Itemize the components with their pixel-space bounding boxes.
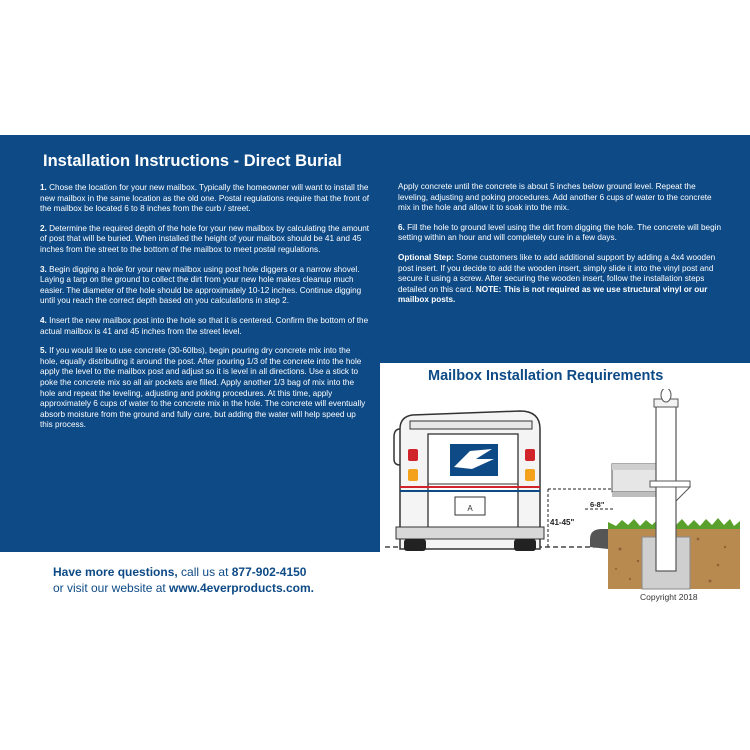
post-arm bbox=[650, 481, 690, 487]
mail-truck-icon bbox=[394, 411, 544, 551]
step-1: 1. Chose the location for your new mailbox. Typically the homeowner will want to install the new mailbox in the same location as the old one. Postal regulations require that the front of the mailbox be located 6 to 8 inches from the curb / street. bbox=[40, 183, 370, 214]
step-6: 6. Fill the hole to ground level using the dirt from digging the hole. The concrete will begin setting within an hour and will completely cure in a few days. bbox=[398, 222, 722, 243]
contact-line-1: Have more questions, call us at 877-902-4150 bbox=[53, 565, 307, 579]
website-link[interactable]: www.4everproducts.com. bbox=[169, 581, 314, 595]
step-2: 2. Determine the required depth of the hole for your new mailbox by calculating the amount of post that will be buried. When installed the height of your mailbox should be 41 and 45 inches from the street to the bottom of the mailbox to meet postal regulations. bbox=[40, 223, 370, 254]
mailbox-installation-diagram bbox=[380, 389, 740, 594]
curb-shape bbox=[590, 529, 608, 549]
tail-light-icon bbox=[408, 449, 418, 461]
offset-label: 6-8" bbox=[590, 500, 605, 509]
svg-text:A: A bbox=[467, 504, 473, 513]
steps-right-column bbox=[398, 182, 723, 315]
step-3: 3. Begin digging a hole for your new mailbox using post hole diggers or a narrow shovel. Laying a tarp on the ground to collect the dirt from your new hole makes cleanup much easier. The diameter of the hole should be approximately 10-12 inches. Continue digging until you reach the correct depth based on you calculations in step 2. bbox=[40, 264, 362, 306]
step-4: 4. Insert the new mailbox post into the hole so that it is centered. Confirm the bottom of the actual mailbox is 41 and 45 inches from the street level. bbox=[40, 315, 369, 336]
diagram-title: Mailbox Installation Requirements bbox=[428, 368, 664, 384]
step-5: 5. If you would like to use concrete (30-60lbs), begin pouring dry concrete mix into the hole, equally distributing it around the post. After pouring 1/3 of the concrete into the hole apply the level to the mailbox post and adjust so it is level in all directions. Use a stick to poke the concrete mix so all air pockets are filled. Apply another 1/3 bag of mix into the hole and repeat the leveling, adjusting and poking procedures. At this time, apply approximately 6 cups of water to the concrete mix in the hole. The concrete will eventually absorb moisture from the ground and fully cure, but adding the water will help speed up this process. bbox=[40, 346, 366, 430]
instructions-title: Installation Instructions - Direct Burial bbox=[43, 152, 342, 170]
post-finial-icon bbox=[661, 389, 671, 402]
optional-step: Optional Step: Some customers like to add additional support by adding a 4x4 wooden post insert. If you decide to add the wooden insert, simply slide it into the vinyl post and secure it using a screw. After securing the wooden insert, follow the installation steps detailed on this card. NOTE: This is not required as we use structural vinyl or our mailbox posts. bbox=[398, 252, 716, 305]
copyright-text: Copyright 2018 bbox=[640, 592, 698, 602]
steps-left-column bbox=[40, 183, 370, 440]
contact-line-2: or visit our website at www.4everproducts.com. bbox=[53, 581, 314, 595]
instruction-card bbox=[0, 135, 750, 616]
step-5-continued: Apply concrete until the concrete is about 5 inches below ground level. Repeat the leveling, adjusting and poking procedures. Add another 6 cups of water to the concrete mix in the hole and allow it to soak into the mix. bbox=[398, 182, 712, 213]
phone-number[interactable]: 877-902-4150 bbox=[231, 565, 307, 579]
height-label: 41-45" bbox=[550, 518, 575, 527]
contact-block bbox=[53, 564, 314, 596]
